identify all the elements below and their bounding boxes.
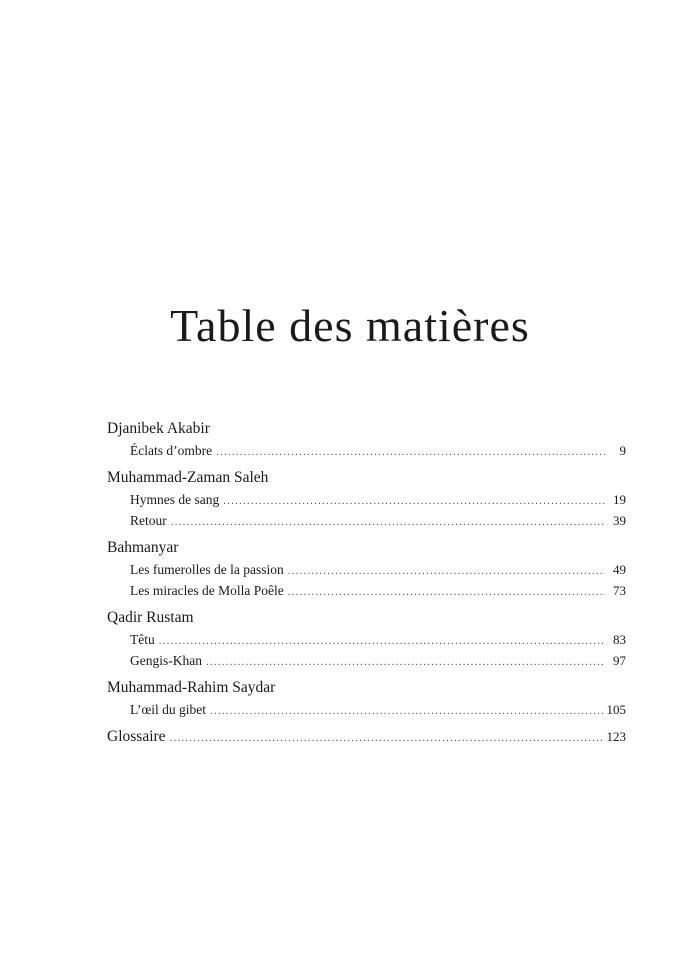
dot-leader <box>223 491 605 512</box>
entry-title: Les miracles de Molla Poêle <box>130 583 284 598</box>
entry-title: Têtu <box>130 632 155 647</box>
page-number: 83 <box>613 632 626 647</box>
toc-entry[interactable] <box>107 559 626 580</box>
entry-title: Éclats d’ombre <box>130 443 213 458</box>
author-name: Qadir Rustam <box>107 609 194 626</box>
entry-title: Hymnes de sang <box>130 492 220 507</box>
table-of-contents <box>107 418 626 748</box>
toc-entry[interactable] <box>107 489 626 510</box>
dot-leader <box>216 442 605 463</box>
page-number: 123 <box>606 729 626 744</box>
page-number: 49 <box>613 562 626 577</box>
page-number: 19 <box>613 492 626 507</box>
author-name: Muhammad-Rahim Saydar <box>107 679 276 696</box>
toc-entry[interactable] <box>107 650 626 671</box>
dot-leader <box>206 652 605 673</box>
toc-entry[interactable] <box>107 510 626 531</box>
toc-entry[interactable] <box>107 629 626 650</box>
toc-entry[interactable] <box>107 580 626 601</box>
entry-title: Les fumerolles de la passion <box>130 562 284 577</box>
entry-title: L’œil du gibet <box>130 702 206 717</box>
author-name: Djanibek Akabir <box>107 420 210 437</box>
dot-leader <box>288 582 605 603</box>
entry-title: Gengis-Khan <box>130 653 202 668</box>
author-name: Muhammad-Zaman Saleh <box>107 469 269 486</box>
toc-section <box>107 537 626 601</box>
dot-leader <box>171 512 605 533</box>
toc-section <box>107 607 626 671</box>
entry-title: Retour <box>130 513 167 528</box>
glossary-title: Glossaire <box>107 728 166 745</box>
page-number: 39 <box>613 513 626 528</box>
page-number: 73 <box>613 583 626 598</box>
page-number: 105 <box>606 702 626 717</box>
toc-entry-glossary[interactable] <box>107 726 626 748</box>
toc-entry[interactable] <box>107 440 626 461</box>
page-number: 9 <box>619 443 626 458</box>
dot-leader <box>170 727 604 749</box>
toc-section <box>107 418 626 461</box>
page-title: Table des matières <box>170 300 530 351</box>
toc-entry[interactable] <box>107 699 626 720</box>
page-number: 97 <box>613 653 626 668</box>
author-name: Bahmanyar <box>107 539 179 556</box>
toc-section <box>107 467 626 531</box>
dot-leader <box>288 561 605 582</box>
dot-leader <box>210 701 604 722</box>
dot-leader <box>159 631 605 652</box>
toc-section <box>107 677 626 720</box>
